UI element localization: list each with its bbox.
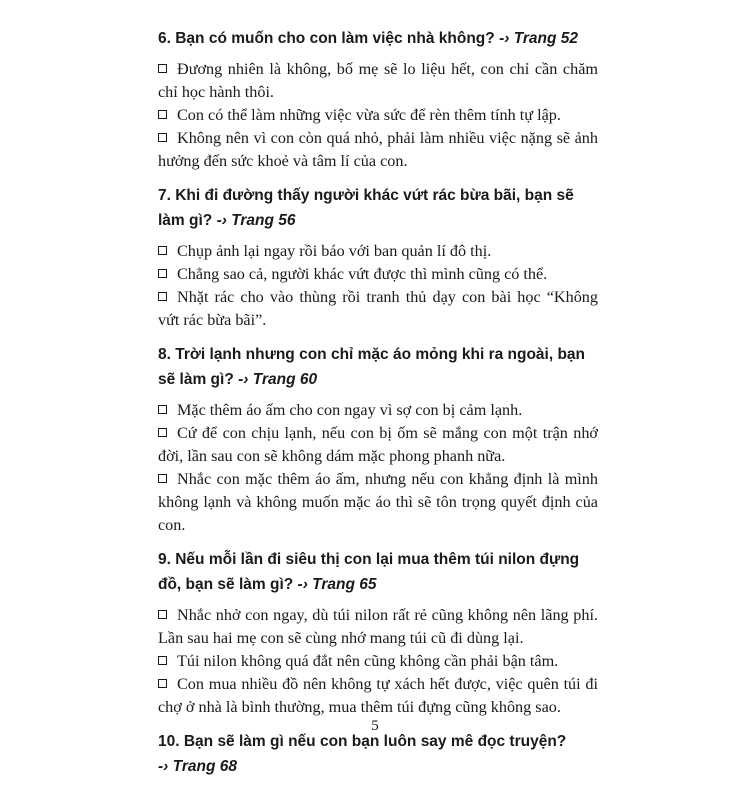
option-list [158,399,598,537]
option-item[interactable]: Cứ để con chịu lạnh, nếu con bị ốm sẽ mắng con một trận nhớ đời, lần sau con sẽ không dám mặc phong phanh nữa. [158,424,598,465]
option-item[interactable]: Mặc thêm áo ấm cho con ngay vì sợ con bị cảm lạnh. [158,399,598,422]
option-item[interactable]: Chẳng sao cả, người khác vứt được thì mình cũng có thể. [158,263,598,286]
question-list [158,26,598,786]
question-title: 7. Khi đi đường thấy người khác vứt rác bừa bãi, bạn sẽ làm gì? -› Trang 56 [158,187,574,229]
page-reference: -› Trang 68 [158,758,237,775]
page-number: 5 [371,718,379,734]
question-6 [158,26,598,173]
question-7 [158,183,598,332]
page-reference: -› Trang 56 [216,212,296,229]
page-reference: -› Trang 52 [499,30,579,47]
checkbox-icon[interactable] [158,133,167,142]
option-item[interactable]: Nhặt rác cho vào thùng rồi tranh thủ dạy con bài học “Không vứt rác bừa bãi”. [158,288,598,329]
option-list [158,604,598,719]
question-9 [158,547,598,719]
option-item[interactable]: Nhắc con mặc thêm áo ấm, nhưng nếu con khẳng định là mình không lạnh và không muốn mặc áo thì sẽ tôn trọng quyết định của con. [158,470,598,534]
question-10 [158,729,598,779]
option-item[interactable]: Nhắc nhở con ngay, dù túi nilon rất rẻ cũng không nên lãng phí. Lần sau hai mẹ con sẽ cùng nhớ mang túi cũ đi dùng lại. [158,606,598,647]
question-title: 9. Nếu mỗi lần đi siêu thị con lại mua thêm túi nilon đựng đồ, bạn sẽ làm gì? -› Trang 65 [158,551,580,593]
option-item[interactable]: Túi nilon không quá đắt nên cũng không cần phải bận tâm. [158,650,598,673]
page-reference: -› Trang 65 [297,576,377,593]
checkbox-icon[interactable] [158,269,167,278]
question-title: 6. Bạn có muốn cho con làm việc nhà không? -› Trang 52 [158,30,579,47]
checkbox-icon[interactable] [158,405,167,414]
question-title: 8. Trời lạnh nhưng con chỉ mặc áo mỏng khi ra ngoài, bạn sẽ làm gì? -› Trang 60 [158,346,586,388]
option-item[interactable]: Không nên vì con còn quá nhỏ, phải làm nhiều việc nặng sẽ ảnh hưởng đến sức khoẻ và tâm lí của con. [158,129,598,170]
checkbox-icon[interactable] [158,428,167,437]
option-item[interactable]: Đương nhiên là không, bố mẹ sẽ lo liệu hết, con chỉ cần chăm chỉ học hành thôi. [158,60,598,101]
option-item[interactable]: Chụp ảnh lại ngay rồi báo với ban quản lí đô thị. [158,240,598,263]
checkbox-icon[interactable] [158,679,167,688]
option-list [158,240,598,332]
checkbox-icon[interactable] [158,292,167,301]
question-8 [158,342,598,537]
checkbox-icon[interactable] [158,474,167,483]
option-list [158,58,598,173]
page-reference: -› Trang 60 [238,371,318,388]
checkbox-icon[interactable] [158,64,167,73]
checkbox-icon[interactable] [158,656,167,665]
checkbox-icon[interactable] [158,110,167,119]
option-item[interactable]: Con có thể làm những việc vừa sức để rèn thêm tính tự lập. [158,104,598,127]
option-item[interactable]: Con mua nhiều đồ nên không tự xách hết được, việc quên túi đi chợ ở nhà là bình thường, mua thêm túi đựng cũng không sao. [158,675,598,716]
checkbox-icon[interactable] [158,610,167,619]
checkbox-icon[interactable] [158,246,167,255]
question-title: 10. Bạn sẽ làm gì nếu con bạn luôn say mê đọc truyện? -› Trang 68 [158,733,567,775]
